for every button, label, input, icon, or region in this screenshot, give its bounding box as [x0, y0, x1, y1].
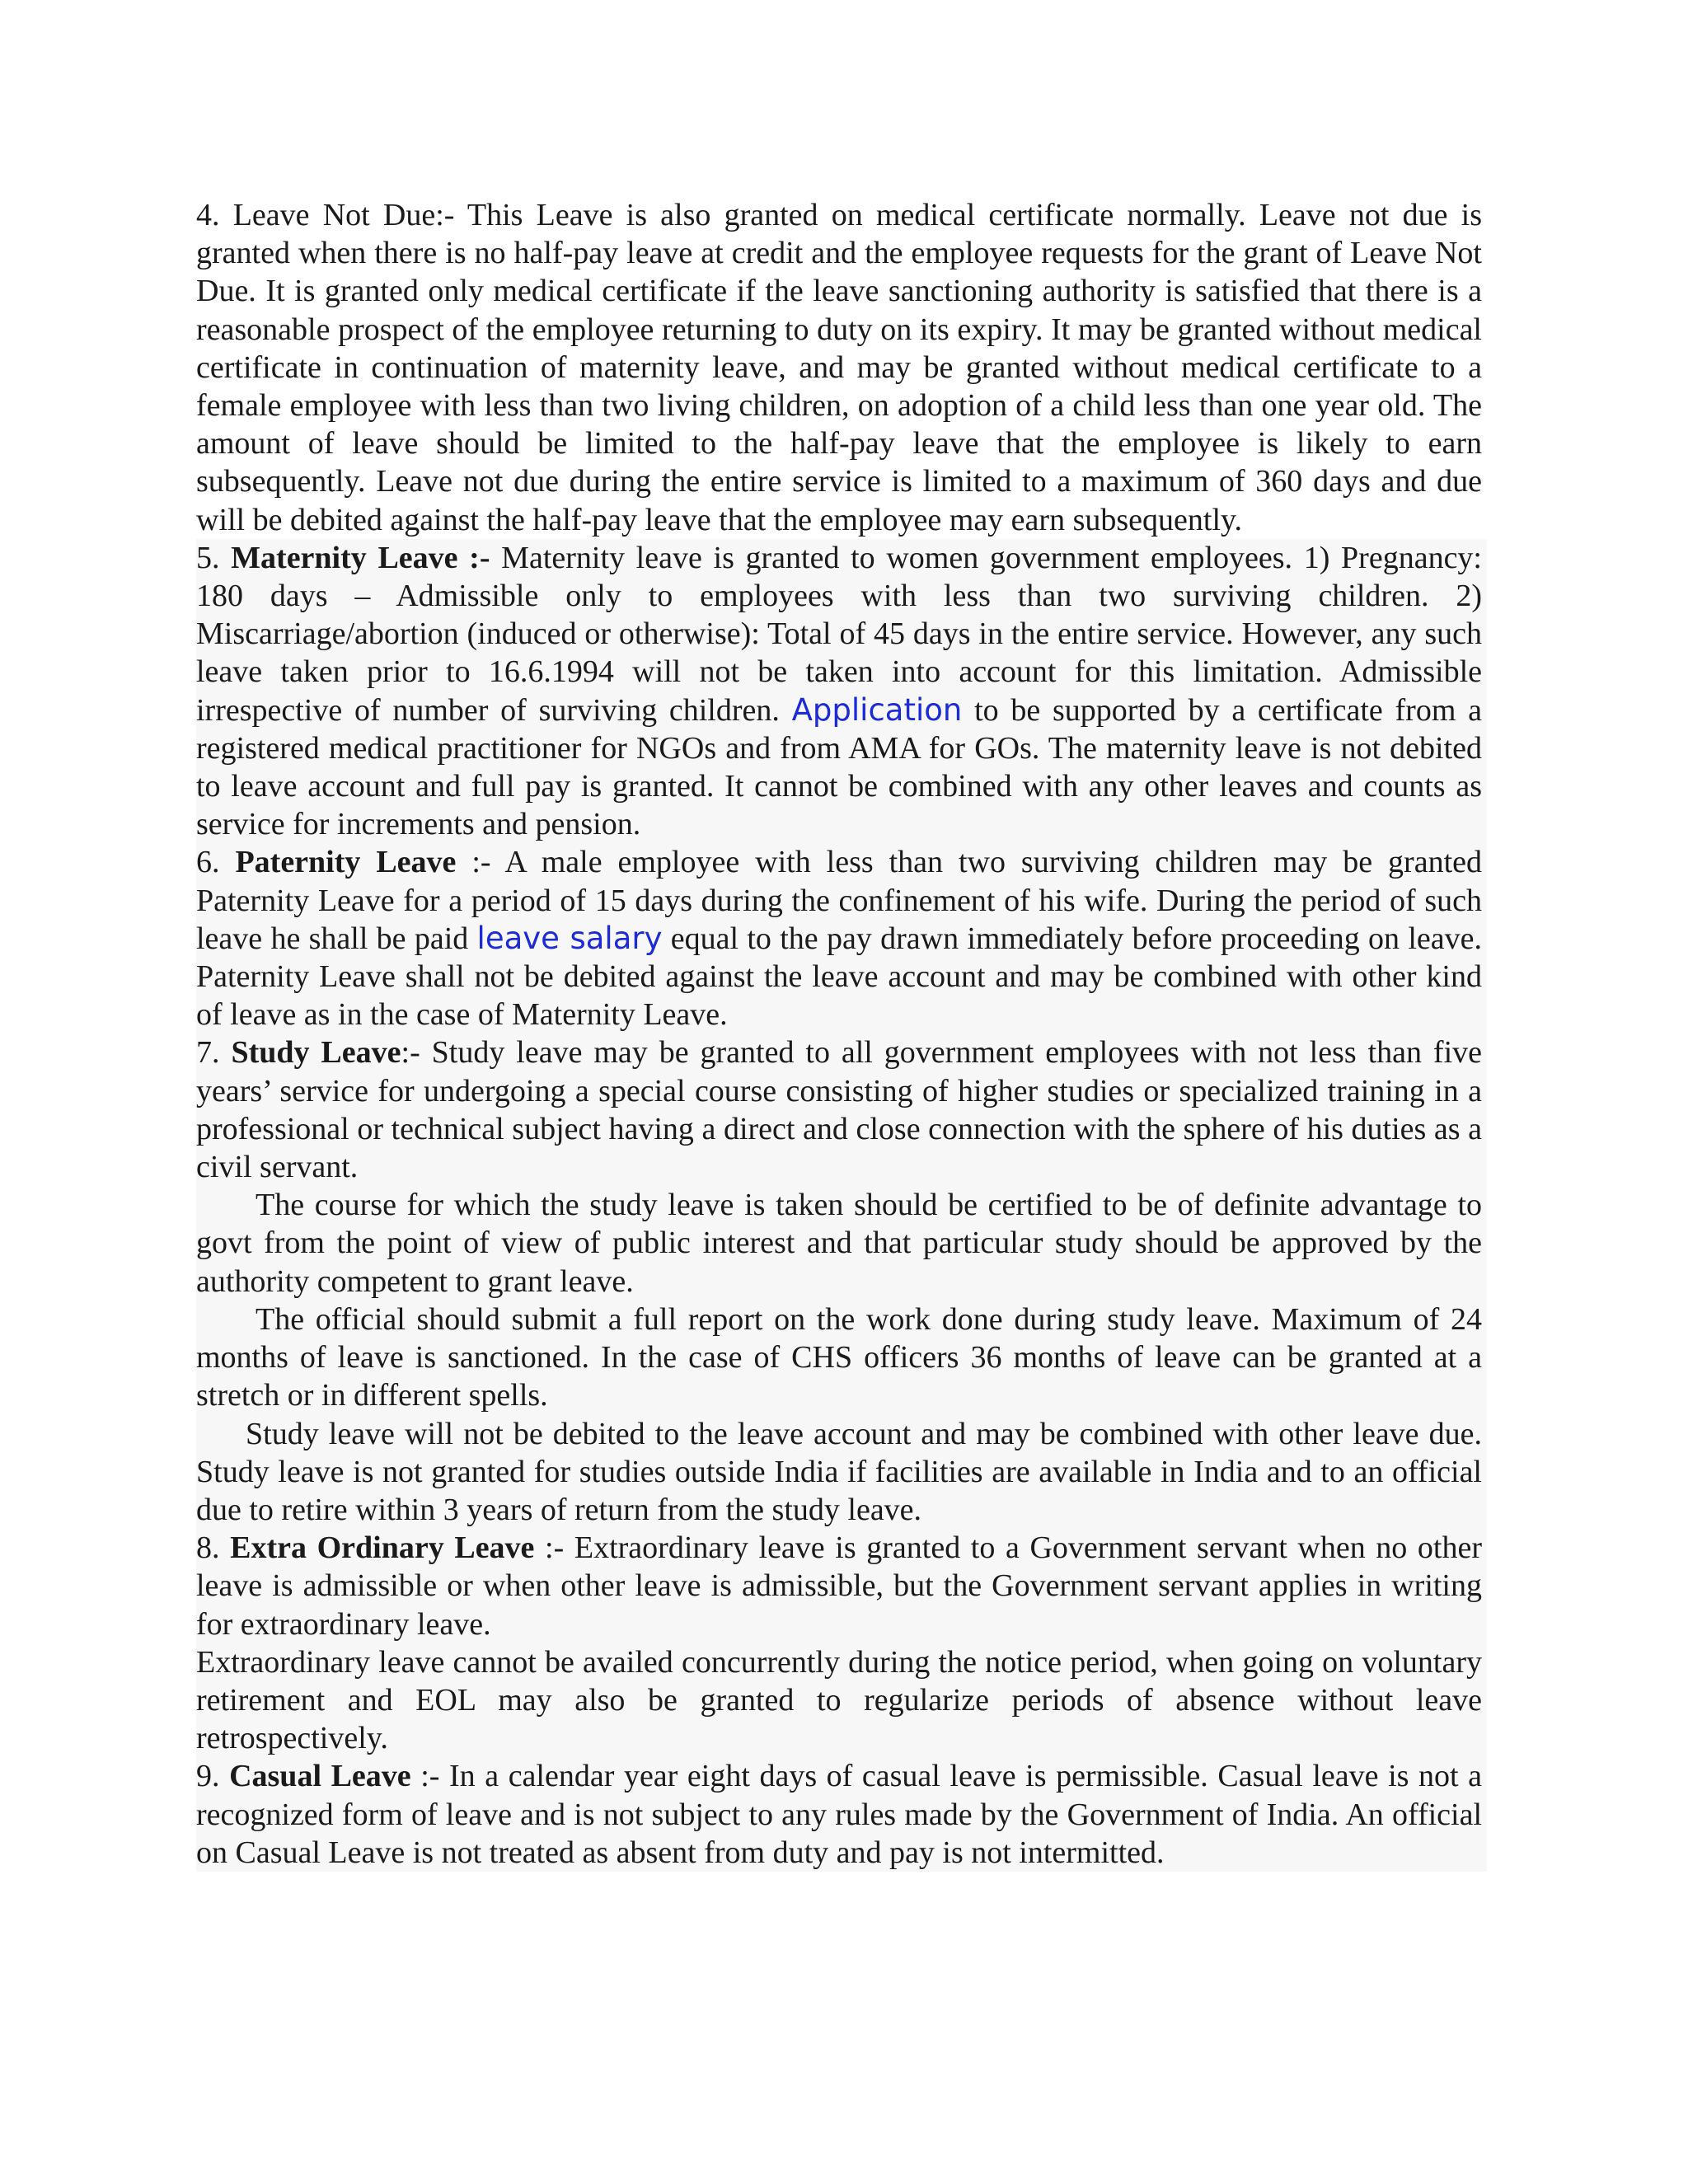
section-5-number: 5.	[196, 540, 232, 575]
document-page	[196, 196, 1482, 1872]
shaded-region	[196, 539, 1487, 1872]
study-leave-paragraph-2: The course for which the study leave is taken should be certified to be of definite advantage to govt from the point of view of public interest and that particular study should be approved by the authority competent to grant leave.	[196, 1188, 1482, 1299]
leave-salary-link[interactable]: leave salary	[476, 920, 663, 956]
study-leave-paragraph-3: The official should submit a full report on the work done during study leave. Maximum of 24 months of leave is sanctioned. In the case of CHS officers 36 months of leave can be granted at a stretch or in different spells.	[196, 1301, 1482, 1413]
section-4-text: 4. Leave Not Due:- This Leave is also granted on medical certificate normally. Leave not due is granted when there is no half-pay leave at credit and the employee requests for the grant of Leave Not Due. It is granted only medical certificate if the leave sanctioning authority is satisfied that there is a reasonable prospect of the employee returning to duty on its expiry. It may be granted without medical certificate in continuation of maternity leave, and may be granted without medical certificate to a female employee with less than two living children, on adoption of a child less than one year old. The amount of leave should be limited to the half-pay leave that the employee is likely to earn subsequently. Leave not due during the entire service is limited to a maximum of 360 days and due will be debited against the half-pay leave that the employee may earn subsequently.	[196, 198, 1482, 537]
section-paternity-leave	[196, 843, 1482, 1033]
section-study-leave	[196, 1033, 1482, 1186]
study-leave-paragraph-4: Study leave will not be debited to the leave account and may be combined with other leave due. Study leave is not granted for studies outside India if facilities are available in India and to an official due to retire within 3 years of return from the study leave.	[196, 1416, 1482, 1527]
section-6-text-a: :- A male employee with less than two surviving children may be granted Paternity Leave for a period of 15 days during the confinement of his wife. During the period of such leave he shall be paid	[196, 845, 1482, 956]
application-link[interactable]: Application	[791, 691, 963, 728]
section-9-number: 9.	[196, 1759, 230, 1794]
section-leave-not-due	[196, 196, 1482, 539]
section-extra-ordinary-leave	[196, 1529, 1482, 1643]
section-6-heading: Paternity Leave	[235, 845, 457, 880]
section-8-text: :- Extraordinary leave is granted to a Government servant when no other leave is admissible or when other leave is admissible, but the Government servant applies in writing for extraordinary leave.	[196, 1530, 1483, 1642]
section-5-text-a: Maternity leave is granted to women government employees. 1) Pregnancy: 180 days – Admissible only to employees with less than two surviving children. 2) Miscarriage/abortion (induced or otherwise): Total of 45 days in the entire service. However, any such leave taken prior to 16.6.1994 will not be taken into account for this limitation. Admissible irrespective of number of surviving children.	[196, 540, 1482, 728]
section-7-text: :- Study leave may be granted to all government employees with not less than five years’ service for undergoing a special course consisting of higher studies or specialized training in a professional or technical subject having a direct and close connection with the sphere of his duties as a civil servant.	[196, 1035, 1482, 1185]
section-7-heading: Study Leave	[231, 1035, 401, 1071]
section-6-text-b: equal to the pay drawn immediately before proceeding on leave. Paternity Leave shall not be debited against the leave account and may be combined with other kind of leave as in the case of Maternity Leave.	[196, 921, 1482, 1033]
section-casual-leave	[196, 1757, 1482, 1872]
section-5-text-b: to be supported by a certificate from a registered medical practitioner for NGOs and from AMA for GOs. The maternity leave is not debited to leave account and full pay is granted. It cannot be combined with any other leaves and counts as service for increments and pension.	[196, 692, 1482, 842]
section-9-text: :- In a calendar year eight days of casual leave is permissible. Casual leave is not a recognized form of leave and is not subject to any rules made by the Government of India. An official on Casual Leave is not treated as absent from duty and pay is not intermitted.	[196, 1759, 1483, 1870]
section-8-heading: Extra Ordinary Leave	[230, 1530, 535, 1566]
section-maternity-leave	[196, 539, 1482, 844]
extra-ordinary-leave-paragraph-2: Extraordinary leave cannot be availed concurrently during the notice period, when going on voluntary retirement and EOL may also be granted to regularize periods of absence without leave retrospectively.	[196, 1644, 1482, 1756]
section-8-number: 8.	[196, 1530, 231, 1566]
section-9-heading: Casual Leave	[229, 1759, 411, 1794]
section-7-number: 7.	[196, 1035, 232, 1071]
section-5-heading: Maternity Leave :-	[231, 540, 490, 575]
section-6-number: 6.	[196, 845, 236, 880]
